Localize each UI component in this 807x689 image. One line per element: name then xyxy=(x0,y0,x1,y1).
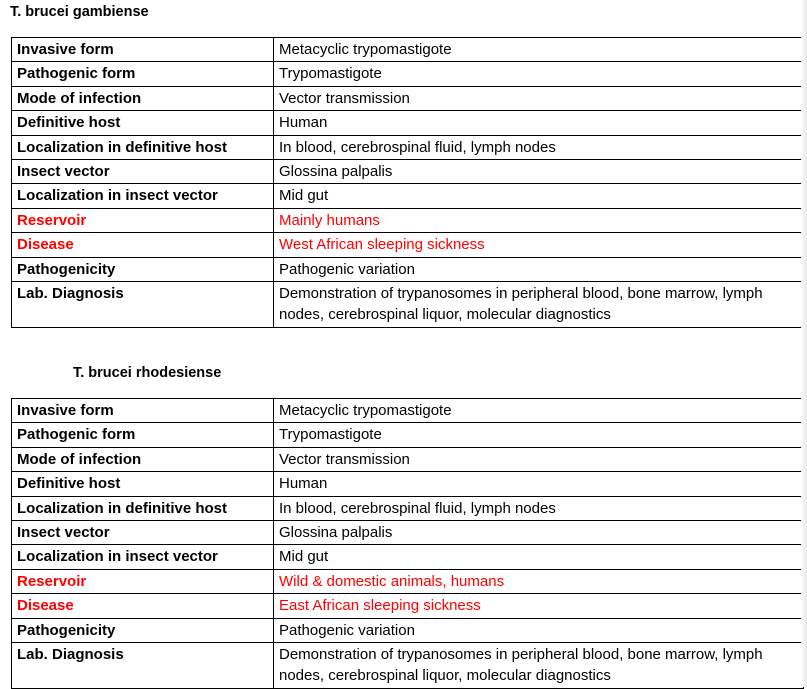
table-row xyxy=(12,399,804,423)
row-value: Vector transmission xyxy=(274,447,804,471)
row-label: Definitive host xyxy=(12,111,274,135)
row-label: Lab. Diagnosis xyxy=(12,282,274,328)
row-label: Insect vector xyxy=(12,521,274,545)
row-label: Pathogenic form xyxy=(12,423,274,447)
table-row xyxy=(12,423,804,447)
section-title-rhodesiense: T. brucei rhodesiense xyxy=(73,365,222,381)
row-value: Demonstration of trypanosomes in peripheral blood, bone marrow, lymph nodes, cerebrospinal liquor, molecular diagnostics xyxy=(274,643,804,689)
row-value: In blood, cerebrospinal fluid, lymph nodes xyxy=(274,135,804,159)
row-label: Definitive host xyxy=(12,472,274,496)
row-value: East African sleeping sickness xyxy=(274,594,804,618)
row-value: In blood, cerebrospinal fluid, lymph nodes xyxy=(274,496,804,520)
table-row xyxy=(12,184,804,208)
row-label: Localization in insect vector xyxy=(12,545,274,569)
row-label: Pathogenicity xyxy=(12,618,274,642)
table-row xyxy=(12,569,804,593)
row-value: Glossina palpalis xyxy=(274,160,804,184)
row-label: Disease xyxy=(12,233,274,257)
row-value: Human xyxy=(274,111,804,135)
row-value: Trypomastigote xyxy=(274,423,804,447)
row-label: Localization in definitive host xyxy=(12,496,274,520)
row-label: Localization in insect vector xyxy=(12,184,274,208)
row-label: Reservoir xyxy=(12,569,274,593)
row-value: Metacyclic trypomastigote xyxy=(274,38,804,62)
row-value: Trypomastigote xyxy=(274,62,804,86)
row-value: Vector transmission xyxy=(274,86,804,110)
section-title-gambiense: T. brucei gambiense xyxy=(10,4,149,20)
row-label: Disease xyxy=(12,594,274,618)
table-row xyxy=(12,618,804,642)
table-row xyxy=(12,496,804,520)
row-value: Glossina palpalis xyxy=(274,521,804,545)
row-label: Pathogenic form xyxy=(12,62,274,86)
row-label: Localization in definitive host xyxy=(12,135,274,159)
row-value: West African sleeping sickness xyxy=(274,233,804,257)
row-value: Pathogenic variation xyxy=(274,257,804,281)
row-value: Wild & domestic animals, humans xyxy=(274,569,804,593)
row-label: Reservoir xyxy=(12,208,274,232)
page-edge-shadow xyxy=(801,0,807,687)
row-label: Pathogenicity xyxy=(12,257,274,281)
table-row xyxy=(12,62,804,86)
row-label: Insect vector xyxy=(12,160,274,184)
table-row xyxy=(12,257,804,281)
row-value: Human xyxy=(274,472,804,496)
row-value: Mid gut xyxy=(274,545,804,569)
table-row xyxy=(12,86,804,110)
table-row xyxy=(12,545,804,569)
row-value: Pathogenic variation xyxy=(274,618,804,642)
row-value: Metacyclic trypomastigote xyxy=(274,399,804,423)
table-row xyxy=(12,233,804,257)
table-row xyxy=(12,208,804,232)
row-value: Mainly humans xyxy=(274,208,804,232)
table-row xyxy=(12,111,804,135)
table-row xyxy=(12,447,804,471)
table-row xyxy=(12,472,804,496)
table-row xyxy=(12,594,804,618)
table-row xyxy=(12,521,804,545)
row-label: Lab. Diagnosis xyxy=(12,643,274,689)
row-label: Invasive form xyxy=(12,38,274,62)
row-label: Invasive form xyxy=(12,399,274,423)
row-label: Mode of infection xyxy=(12,447,274,471)
table-row xyxy=(12,282,804,328)
table-row xyxy=(12,643,804,689)
row-value: Demonstration of trypanosomes in peripheral blood, bone marrow, lymph nodes, cerebrospinal liquor, molecular diagnostics xyxy=(274,282,804,328)
info-table-gambiense xyxy=(11,37,804,328)
row-label: Mode of infection xyxy=(12,86,274,110)
table-row xyxy=(12,160,804,184)
table-row xyxy=(12,135,804,159)
table-row xyxy=(12,38,804,62)
info-table-rhodesiense xyxy=(11,398,804,689)
row-value: Mid gut xyxy=(274,184,804,208)
